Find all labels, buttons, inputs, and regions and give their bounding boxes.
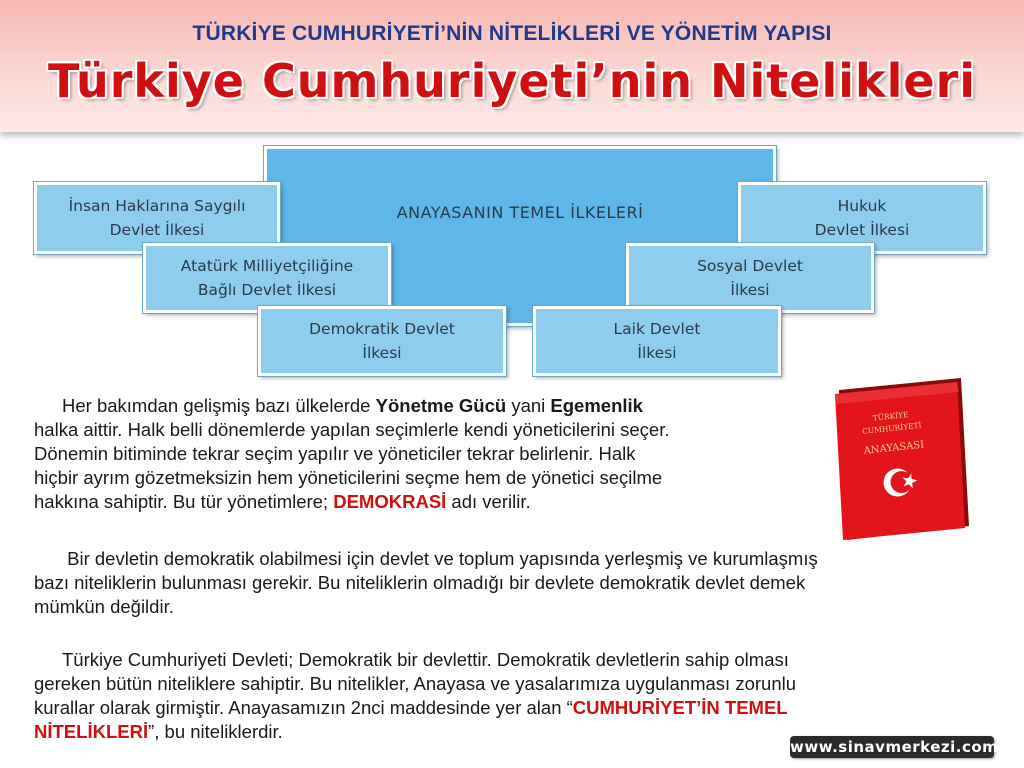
text-line: hiçbir ayrım gözetmeksizin hem yöneticilerini seçme hem de yönetici seçilme bbox=[34, 467, 663, 488]
principle-label-line: Devlet İlkesi bbox=[814, 221, 910, 239]
principle-label-line: İnsan Haklarına Saygılı bbox=[68, 196, 246, 215]
text-run: Her bakımdan gelişmiş bazı ülkelerde bbox=[62, 395, 376, 416]
text-run: ”, bu niteliklerdir. bbox=[148, 721, 283, 742]
bold-term: Yönetme Gücü bbox=[375, 395, 507, 416]
text-run: adı verilir. bbox=[446, 491, 531, 512]
book-title-line1: TÜRKİYE bbox=[872, 410, 909, 423]
site-watermark: www.sinavmerkezi.com bbox=[790, 738, 999, 756]
text-line: mümkün değildir. bbox=[34, 596, 174, 617]
constitution-book-image bbox=[833, 378, 973, 540]
principle-label-line: Sosyal Devlet bbox=[697, 256, 803, 275]
text-line: gereken bütün niteliklere sahiptir. Bu nitelikler, Anayasa ve yasalarımıza uygulanması zorunlu bbox=[34, 673, 797, 694]
principle-label-line: Demokratik Devlet bbox=[309, 319, 455, 338]
principle-label-line: Bağlı Devlet İlkesi bbox=[197, 281, 337, 299]
principle-box-ataturk-nationalism bbox=[143, 243, 391, 313]
principle-box-social bbox=[626, 243, 874, 313]
page-subtitle: TÜRKİYE CUMHURİYETİ’NİN NİTELİKLERİ VE YÖNETİM YAPISI bbox=[192, 22, 832, 45]
principle-label-line: Atatürk Milliyetçiliğine bbox=[180, 256, 354, 275]
text-run: Bir devletin demokratik olabilmesi için devlet ve toplum yapısında yerleşmiş ve kurumlaşmış bbox=[62, 548, 818, 569]
book-title-line2: CUMHURİYETİ bbox=[861, 420, 922, 436]
paragraph-democracy-definition bbox=[34, 394, 824, 514]
text-line: bazı niteliklerin bulunması gerekir. Bu niteliklerin olmadığı bir devlete demokratik devlet demek bbox=[34, 572, 806, 593]
principle-box-secular bbox=[533, 306, 781, 376]
principle-label-line: İlkesi bbox=[730, 281, 770, 299]
principle-label-line: Hukuk bbox=[837, 196, 887, 215]
principle-label-line: Laik Devlet bbox=[613, 319, 701, 338]
text-run: kurallar olarak girmiştir. Anayasamızın 2nci maddesinde yer alan “ bbox=[34, 697, 573, 718]
book-title-line3: ANAYASASI bbox=[863, 439, 925, 457]
text-line: halka aittir. Halk belli dönemlerde yapılan seçimlerle kendi yöneticilerini seçer. bbox=[34, 419, 670, 440]
highlight-term: CUMHURİYET’İN TEMEL bbox=[572, 697, 788, 718]
highlight-term: DEMOKRASİ bbox=[333, 491, 447, 512]
principle-label-line: Devlet İlkesi bbox=[109, 221, 205, 239]
principle-label-line: İlkesi bbox=[637, 344, 677, 362]
text-run: yani bbox=[506, 395, 551, 416]
diagram-center-label: ANAYASANIN TEMEL İLKELERİ bbox=[396, 203, 644, 222]
header-banner bbox=[0, 0, 1024, 132]
page-title: Türkiye Cumhuriyeti’nin Nitelikleri bbox=[47, 54, 977, 108]
principle-box-democratic bbox=[258, 306, 506, 376]
highlight-term: NİTELİKLERİ bbox=[34, 721, 149, 742]
text-run: Türkiye Cumhuriyeti Devleti; Demokratik bir devlettir. Demokratik devletlerin sahip olması bbox=[62, 649, 789, 670]
paragraph-turkey-democracy bbox=[34, 648, 984, 744]
text-run: hakkına sahiptir. Bu tür yönetimlere; bbox=[34, 491, 334, 512]
paragraph-democratic-requirements bbox=[34, 547, 994, 619]
text-line: Dönemin bitiminde tekrar seçim yapılır ve yöneticiler tekrar belirlenir. Halk bbox=[34, 443, 636, 464]
principle-label-line: İlkesi bbox=[362, 344, 402, 362]
bold-term: Egemenlik bbox=[550, 395, 643, 416]
